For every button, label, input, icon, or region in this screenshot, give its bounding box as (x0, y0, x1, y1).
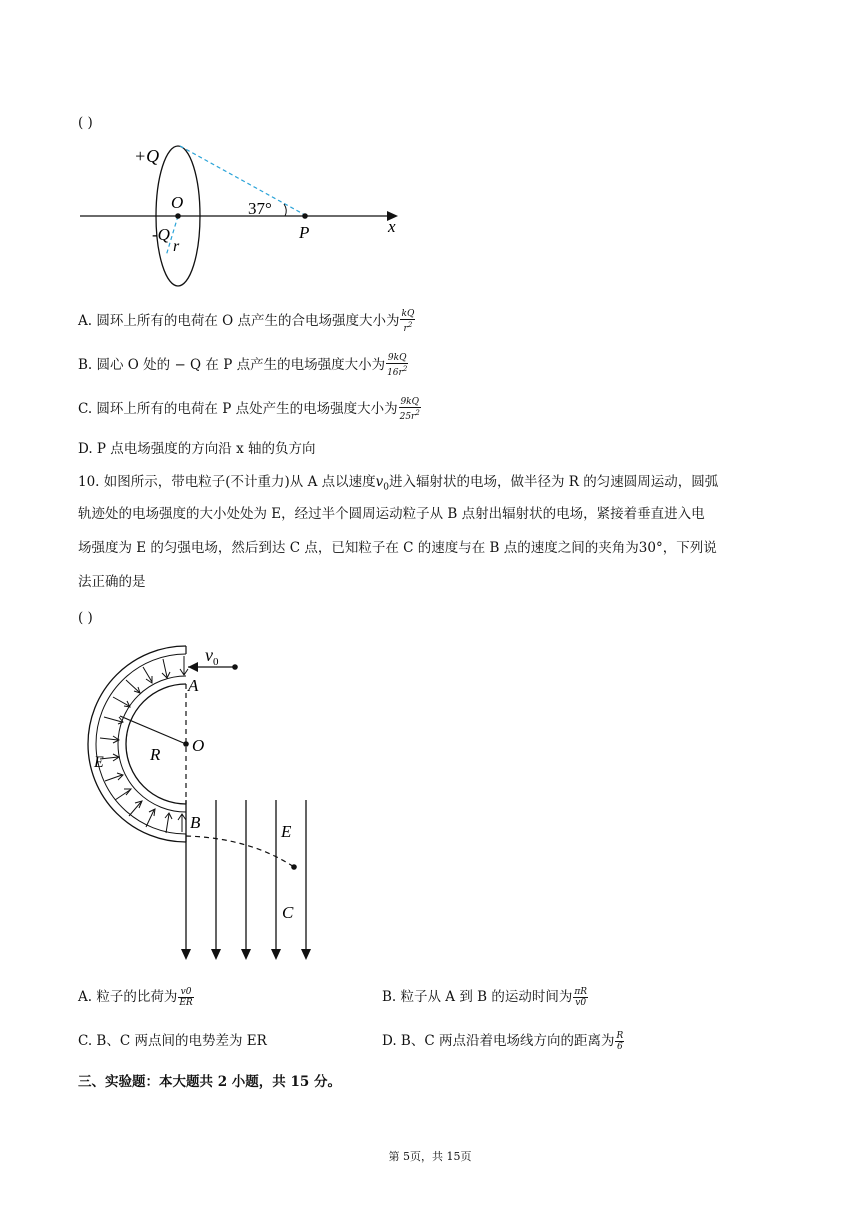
q10-stem-line2: 轨迹处的电场强度的大小处处为 E，经过半个圆周运动粒子从 B 点射出辐射状的电场，紧接着垂直进入电 (78, 506, 705, 522)
q10-label-v0: $v_0$ (205, 645, 219, 668)
q10-label-e-right: E (281, 822, 292, 841)
section-3-heading: 三、实验题：本大题共 2 小题，共 15 分。 (78, 1074, 341, 1090)
q9-label-plus-q: +Q (134, 146, 160, 166)
q10-option-d: D. B、C 两点沿着电场线方向的距离为 $\frac{R}{6}$ (382, 1031, 624, 1052)
q10-label-r: R (150, 745, 161, 764)
q9-label-x: x (388, 217, 396, 236)
page-footer: 第 5页，共 15页 (388, 1150, 472, 1163)
q10-label-e-left: E (94, 754, 104, 771)
q10-option-a: A. 粒子的比荷为 $\frac{v0}{ER}$ (78, 987, 193, 1008)
q9-label-angle: 37° (248, 199, 272, 218)
q10-stem-line1: 10. 如图所示，带电粒子(不计重力)从 A 点以速度$v_0$进入辐射状的电场，做半径为 R 的匀速圆周运动，圆弧 (78, 474, 719, 493)
q9-option-c: C. 圆环上所有的电荷在 P 点处产生的电场强度大小为 $\frac{9kQ}{25r^2}$ (78, 397, 420, 422)
q10-answer-paren: ( ) (78, 610, 93, 626)
q9-label-o: O (171, 193, 184, 212)
q9-label-r: r (173, 238, 180, 255)
q10-field-figure (80, 640, 330, 970)
q10-stem-line3: 场强度为 E 的匀强电场，然后到达 C 点，已知粒子在 C 的速度与在 B 点的速度之间的夹角为30°，下列说 (78, 540, 717, 556)
q9-label-minus-q: -Q (152, 225, 170, 244)
q10-option-c: C. B、C 两点间的电势差为 ER (78, 1033, 267, 1049)
q10-option-b: B. 粒子从 A 到 B 的运动时间为 $\frac{\pi R}{v0}$ (382, 987, 588, 1008)
q10-label-b: B (190, 813, 201, 832)
q9-label-p: P (299, 223, 310, 242)
q9-answer-paren: ( ) (78, 115, 93, 131)
q10-label-o: O (192, 736, 205, 755)
q10-label-a: A (188, 676, 199, 695)
q9-ring-figure (70, 138, 410, 298)
q10-label-c: C (282, 903, 294, 922)
q10-stem-line4: 法正确的是 (78, 574, 146, 590)
q9-option-d: D. P 点电场强度的方向沿 x 轴的负方向 (78, 441, 316, 457)
q9-option-b: B. 圆心 O 处的 − Q 在 P 点产生的电场强度大小为 $\frac{9kQ}{16r^2}$ (78, 353, 408, 378)
q9-option-a: A. 圆环上所有的电荷在 O 点产生的合电场强度大小为 $\frac{kQ}{r^2}$ (78, 309, 415, 334)
